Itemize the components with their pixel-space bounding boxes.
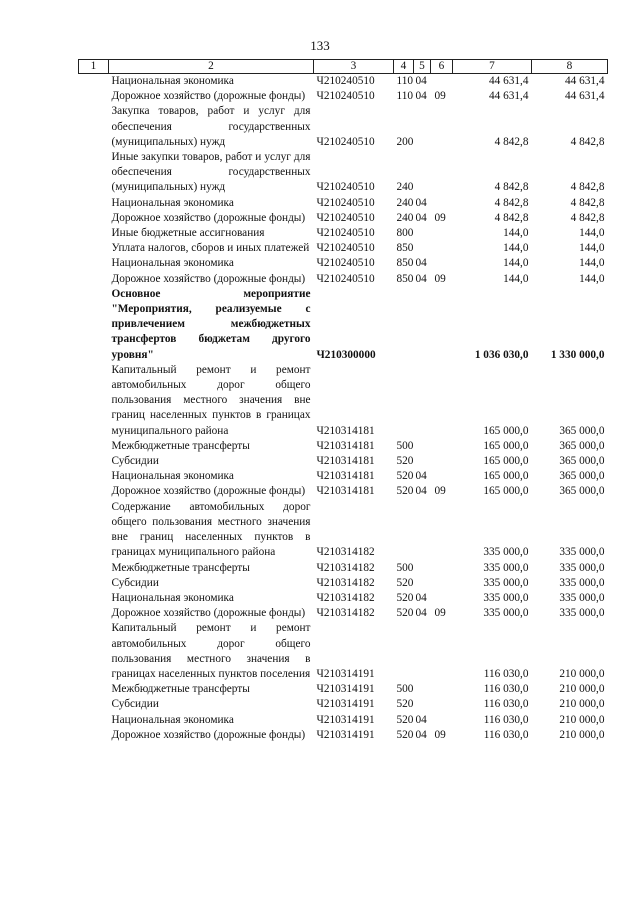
row-target-code: Ч210314191 [316, 728, 375, 741]
row-subsection [431, 713, 453, 728]
row-name: Межбюджетные трансферты [111, 439, 250, 452]
row-amount-col7: 335 000,0 [483, 561, 529, 574]
row-target-code: Ч210314181 [316, 470, 375, 483]
row-name: Дорожное хозяйство (дорожные фонды) [111, 211, 306, 224]
row-section: 04 [415, 713, 427, 726]
row-index-cell [79, 226, 109, 241]
row-subsection: 09 [434, 728, 446, 741]
row-target-code: Ч210314181 [316, 455, 375, 468]
row-amount-col8: 365 000,0 [559, 439, 605, 452]
row-amount-col8: 335 000,0 [559, 576, 605, 589]
row-subsection [431, 150, 453, 196]
table-row [79, 241, 608, 256]
row-amount-col7: 4 842,8 [494, 211, 529, 224]
row-section [414, 226, 431, 241]
row-amount-col7: 116 030,0 [483, 713, 529, 726]
row-index-cell [79, 196, 109, 211]
row-target-code: Ч210240510 [316, 242, 375, 255]
row-amount-col7: 144,0 [503, 272, 529, 285]
table-row [79, 606, 608, 621]
table-row [79, 591, 608, 606]
col-header-1: 1 [79, 60, 109, 74]
row-amount-col7: 116 030,0 [483, 698, 529, 711]
table-row [79, 363, 608, 439]
table-row [79, 89, 608, 104]
col-header-2: 2 [109, 60, 314, 74]
row-section: 04 [415, 607, 427, 620]
row-amount-col7: 44 631,4 [488, 75, 529, 87]
row-target-code: Ч210240510 [316, 257, 375, 270]
row-index-cell [79, 89, 109, 104]
row-target-code: Ч210240510 [316, 211, 375, 224]
table-row [79, 226, 608, 241]
row-target-code: Ч210240510 [316, 227, 375, 240]
row-name: Основное мероприятие "Мероприятия, реализуемые с привлечением межбюджетных трансфертов бюджетам другого уровня" [111, 287, 311, 361]
row-subsection: 09 [434, 607, 446, 620]
table-row [79, 697, 608, 712]
column-number-header [79, 60, 608, 74]
row-subsection [431, 439, 453, 454]
row-name: Дорожное хозяйство (дорожные фонды) [111, 485, 306, 498]
table-row [79, 500, 608, 561]
row-subsection [431, 454, 453, 469]
row-name: Капитальный ремонт и ремонт автомобильных дорог общего пользования местного значения вне границ населенных пунктов в границах муниципального района [111, 363, 311, 437]
row-amount-col7: 144,0 [503, 227, 529, 240]
row-target-code: Ч210314191 [316, 698, 375, 711]
row-section [414, 500, 431, 561]
row-amount-col8: 365 000,0 [559, 470, 605, 483]
row-section: 04 [415, 485, 427, 498]
row-index-cell [79, 713, 109, 728]
row-index-cell [79, 728, 109, 743]
row-section [414, 697, 431, 712]
row-amount-col8: 144,0 [579, 227, 605, 240]
row-subsection: 09 [434, 485, 446, 498]
row-expense-type: 520 [396, 576, 414, 589]
row-subsection [431, 363, 453, 439]
table-row [79, 713, 608, 728]
row-amount-col7: 116 030,0 [483, 667, 529, 680]
row-index-cell [79, 74, 109, 90]
row-amount-col8: 335 000,0 [559, 591, 605, 604]
row-target-code: Ч210314182 [316, 546, 375, 559]
row-expense-type: 850 [396, 272, 414, 285]
row-target-code: Ч210240510 [316, 272, 375, 285]
row-expense-type: 500 [396, 561, 414, 574]
row-index-cell [79, 150, 109, 196]
row-subsection [431, 256, 453, 271]
table-row [79, 454, 608, 469]
row-amount-col7: 144,0 [503, 257, 529, 270]
row-amount-col8: 44 631,4 [564, 75, 605, 87]
row-expense-type: 110 [396, 90, 414, 103]
table-body [79, 74, 608, 743]
table-row [79, 728, 608, 743]
row-subsection: 09 [434, 272, 446, 285]
row-subsection [431, 469, 453, 484]
col-header-4: 4 [394, 60, 414, 74]
row-name: Субсидии [111, 455, 159, 468]
row-section [414, 561, 431, 576]
budget-table [78, 59, 608, 743]
row-expense-type [394, 287, 414, 363]
row-index-cell [79, 287, 109, 363]
row-expense-type: 520 [396, 455, 414, 468]
row-index-cell [79, 454, 109, 469]
row-amount-col8: 44 631,4 [564, 90, 605, 103]
row-expense-type: 520 [396, 591, 414, 604]
row-amount-col8: 1 330 000,0 [550, 348, 605, 361]
row-amount-col8: 144,0 [579, 242, 605, 255]
row-amount-col7: 335 000,0 [483, 576, 529, 589]
row-amount-col7: 335 000,0 [483, 546, 529, 559]
table-row [79, 484, 608, 499]
row-target-code: Ч210314191 [316, 683, 375, 696]
col-header-6: 6 [431, 60, 453, 74]
row-expense-type: 520 [396, 698, 414, 711]
row-name: Содержание автомобильных дорог общего пользования местного значения вне границ населенных пунктов в границах муниципального района [111, 500, 311, 559]
row-amount-col8: 335 000,0 [559, 546, 605, 559]
row-target-code: Ч210314182 [316, 561, 375, 574]
row-amount-col8: 365 000,0 [559, 424, 605, 437]
row-section: 04 [415, 728, 427, 741]
row-amount-col7: 44 631,4 [488, 90, 529, 103]
row-name: Уплата налогов, сборов и иных платежей [111, 242, 310, 255]
row-section: 04 [415, 90, 427, 103]
row-section: 04 [415, 75, 427, 87]
row-subsection: 09 [434, 90, 446, 103]
row-name: Дорожное хозяйство (дорожные фонды) [111, 272, 306, 285]
row-subsection [431, 500, 453, 561]
row-subsection [431, 226, 453, 241]
row-amount-col8: 4 842,8 [570, 196, 605, 209]
table-row [79, 621, 608, 682]
row-index-cell [79, 272, 109, 287]
row-amount-col8: 210 000,0 [559, 728, 605, 741]
row-name: Дорожное хозяйство (дорожные фонды) [111, 607, 306, 620]
row-name: Субсидии [111, 576, 159, 589]
row-expense-type: 240 [396, 211, 414, 224]
row-section: 04 [415, 196, 427, 209]
row-name: Национальная экономика [111, 591, 234, 604]
row-index-cell [79, 439, 109, 454]
row-amount-col7: 165 000,0 [483, 424, 529, 437]
row-expense-type: 200 [396, 135, 414, 148]
col-header-5: 5 [414, 60, 431, 74]
table-row [79, 439, 608, 454]
row-index-cell [79, 211, 109, 226]
row-name: Капитальный ремонт и ремонт автомобильных дорог общего пользования местного значения в границах населенных пунктов поселения [111, 622, 311, 680]
row-name: Дорожное хозяйство (дорожные фонды) [111, 728, 306, 741]
row-index-cell [79, 500, 109, 561]
row-index-cell [79, 591, 109, 606]
table-row [79, 576, 608, 591]
row-subsection [431, 241, 453, 256]
row-subsection [431, 561, 453, 576]
row-target-code: Ч210314181 [316, 485, 375, 498]
row-expense-type: 240 [396, 181, 414, 194]
row-name: Закупка товаров, работ и услуг для обеспечения государственных (муниципальных) нужд [111, 105, 311, 148]
row-index-cell [79, 469, 109, 484]
row-expense-type: 500 [396, 439, 414, 452]
row-section [414, 682, 431, 697]
row-section [414, 454, 431, 469]
row-amount-col7: 116 030,0 [483, 683, 529, 696]
row-target-code: Ч210314181 [316, 439, 375, 452]
row-expense-type: 110 [396, 75, 414, 87]
row-expense-type [394, 621, 414, 682]
row-section [414, 621, 431, 682]
row-target-code: Ч210240510 [316, 181, 375, 194]
col-header-8: 8 [532, 60, 608, 74]
row-target-code: Ч210240510 [316, 135, 375, 148]
row-amount-col8: 4 842,8 [570, 211, 605, 224]
row-amount-col7: 165 000,0 [483, 485, 529, 498]
row-name: Национальная экономика [111, 470, 234, 483]
row-target-code: Ч210314182 [316, 576, 375, 589]
row-target-code: Ч210240510 [316, 196, 375, 209]
row-subsection [431, 287, 453, 363]
row-index-cell [79, 363, 109, 439]
row-amount-col8: 4 842,8 [570, 181, 605, 194]
row-amount-col8: 210 000,0 [559, 683, 605, 696]
row-subsection [431, 576, 453, 591]
table-row [79, 469, 608, 484]
row-amount-col7: 4 842,8 [494, 135, 529, 148]
page-number: 133 [310, 38, 330, 53]
row-amount-col8: 335 000,0 [559, 561, 605, 574]
row-subsection [431, 591, 453, 606]
row-name: Национальная экономика [111, 75, 234, 87]
row-amount-col8: 210 000,0 [559, 667, 605, 680]
row-target-code: Ч210314191 [316, 713, 375, 726]
row-subsection: 09 [434, 211, 446, 224]
row-section: 04 [415, 211, 427, 224]
row-target-code: Ч210314182 [316, 607, 375, 620]
row-amount-col7: 144,0 [503, 242, 529, 255]
table-row [79, 287, 608, 363]
row-amount-col8: 365 000,0 [559, 455, 605, 468]
table-row [79, 682, 608, 697]
row-section: 04 [415, 591, 427, 604]
row-target-code: Ч210314191 [316, 667, 375, 680]
row-index-cell [79, 256, 109, 271]
row-name: Национальная экономика [111, 257, 234, 270]
row-amount-col8: 335 000,0 [559, 607, 605, 620]
row-amount-col7: 4 842,8 [494, 196, 529, 209]
row-section [414, 439, 431, 454]
row-expense-type: 850 [396, 242, 414, 255]
row-amount-col7: 1 036 030,0 [474, 348, 529, 361]
row-name: Дорожное хозяйство (дорожные фонды) [111, 90, 306, 103]
row-section: 04 [415, 470, 427, 483]
row-expense-type [394, 500, 414, 561]
row-index-cell [79, 697, 109, 712]
row-name: Субсидии [111, 698, 159, 711]
row-section [414, 287, 431, 363]
row-section: 04 [415, 272, 427, 285]
row-section [414, 576, 431, 591]
row-section [414, 150, 431, 196]
row-target-code: Ч210314182 [316, 591, 375, 604]
row-amount-col8: 210 000,0 [559, 698, 605, 711]
row-index-cell [79, 606, 109, 621]
row-section: 04 [415, 257, 427, 270]
row-target-code: Ч210300000 [316, 348, 376, 361]
row-subsection [431, 74, 453, 90]
row-amount-col7: 116 030,0 [483, 728, 529, 741]
row-name: Национальная экономика [111, 713, 234, 726]
row-amount-col8: 210 000,0 [559, 713, 605, 726]
table-row [79, 196, 608, 211]
row-name: Межбюджетные трансферты [111, 683, 250, 696]
row-amount-col7: 165 000,0 [483, 470, 529, 483]
row-target-code: Ч210314181 [316, 424, 375, 437]
table-row [79, 256, 608, 271]
row-index-cell [79, 561, 109, 576]
col-header-7: 7 [453, 60, 532, 74]
row-amount-col7: 165 000,0 [483, 439, 529, 452]
row-index-cell [79, 104, 109, 150]
row-name: Иные бюджетные ассигнования [111, 227, 265, 240]
table-row [79, 150, 608, 196]
row-amount-col8: 144,0 [579, 257, 605, 270]
row-amount-col7: 165 000,0 [483, 455, 529, 468]
row-expense-type: 850 [396, 257, 414, 270]
row-expense-type: 520 [396, 713, 414, 726]
row-subsection [431, 621, 453, 682]
row-subsection [431, 697, 453, 712]
table-row [79, 104, 608, 150]
row-name: Иные закупки товаров, работ и услуг для обеспечения государственных (муниципальных) нужд [111, 151, 311, 194]
row-subsection [431, 196, 453, 211]
row-index-cell [79, 241, 109, 256]
row-expense-type [394, 363, 414, 439]
row-subsection [431, 104, 453, 150]
row-expense-type: 520 [396, 728, 414, 741]
row-amount-col8: 144,0 [579, 272, 605, 285]
row-expense-type: 520 [396, 607, 414, 620]
row-section [414, 363, 431, 439]
row-section [414, 104, 431, 150]
row-index-cell [79, 484, 109, 499]
row-amount-col7: 4 842,8 [494, 181, 529, 194]
row-expense-type: 240 [396, 196, 414, 209]
row-expense-type: 500 [396, 683, 414, 696]
row-amount-col7: 335 000,0 [483, 607, 529, 620]
row-name: Межбюджетные трансферты [111, 561, 250, 574]
table-row [79, 211, 608, 226]
row-amount-col8: 4 842,8 [570, 135, 605, 148]
row-amount-col7: 335 000,0 [483, 591, 529, 604]
row-target-code: Ч210240510 [316, 90, 375, 103]
row-expense-type: 800 [396, 227, 414, 240]
col-header-3: 3 [314, 60, 394, 74]
row-index-cell [79, 621, 109, 682]
row-expense-type: 520 [396, 470, 414, 483]
row-section [414, 241, 431, 256]
row-index-cell [79, 682, 109, 697]
table-row [79, 561, 608, 576]
row-index-cell [79, 576, 109, 591]
table-row [79, 74, 608, 90]
row-name: Национальная экономика [111, 196, 234, 209]
row-amount-col8: 365 000,0 [559, 485, 605, 498]
table-row [79, 272, 608, 287]
row-expense-type: 520 [396, 485, 414, 498]
row-target-code: Ч210240510 [316, 75, 375, 87]
row-subsection [431, 682, 453, 697]
